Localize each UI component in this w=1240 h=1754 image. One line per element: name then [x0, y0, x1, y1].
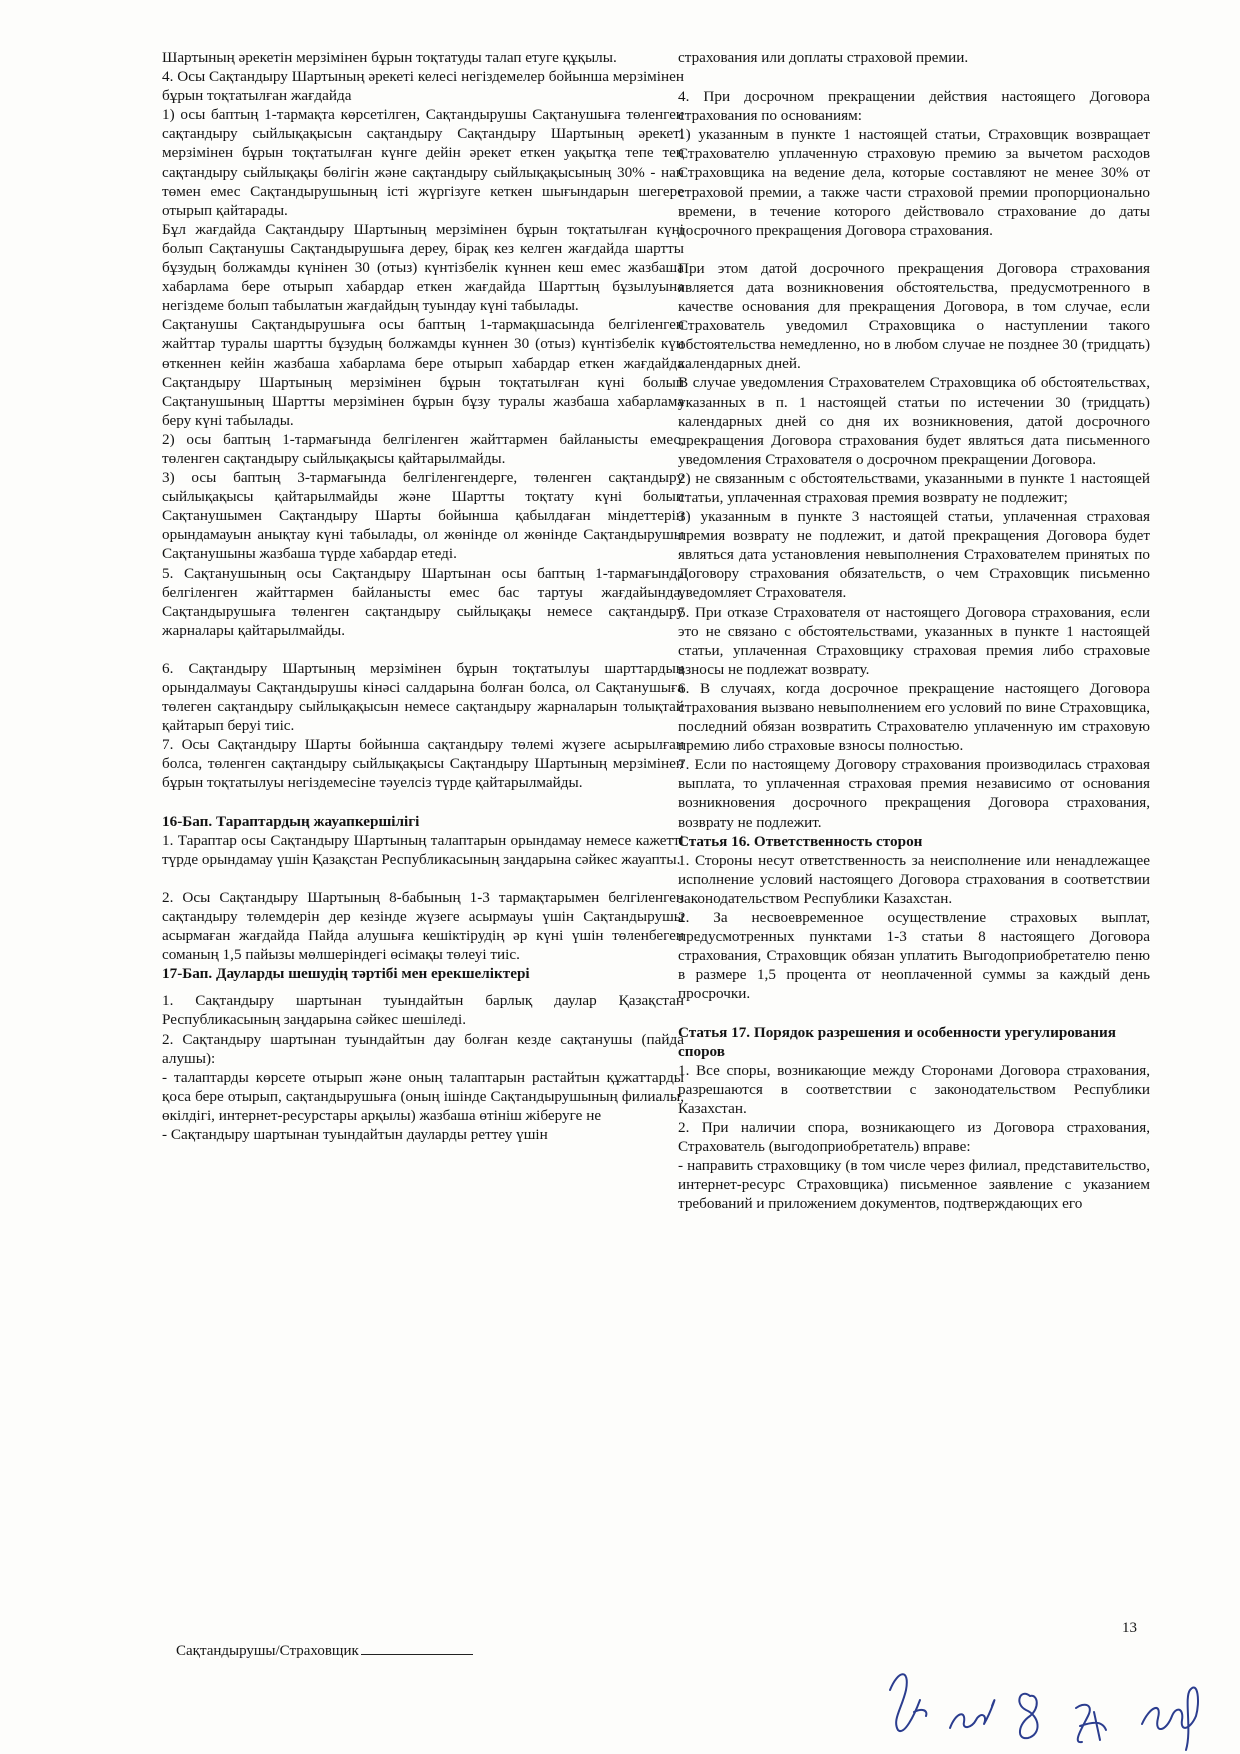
paragraph: 2. Осы Сақтандыру Шартының 8-бабының 1-3 тармақтарымен белгіленген сақтандыру төлемдерін дер кезінде жүзеге асырмауы үшін Сақтандырушы асырмаған жағдайда Пайда алушыға кешіктірудің әр күні үшін төленбеген соманың 1,5 пайызы мөлшеріндегі өсімақы төлеуі тиіс. — [162, 888, 684, 964]
paragraph: 1) указанным в пункте 1 настоящей статьи, Страховщик возвращает Страхователю уплаченную страховую премию за вычетом расходов Страховщика на ведение дела, которые составляют не менее 30% от страховой премии, а также части страховой премии пропорционально времени, в течение которого действовало страхование до даты досрочного прекращения Договора страхования. — [678, 126, 1150, 239]
paragraph: 4. При досрочном прекращении действия настоящего Договора страхования по основаниям: — [678, 88, 1150, 125]
paragraph: 1) осы баптың 1-тармақта көрсетілген, Сақтандырушы Сақтанушыға төленген сақтандыру сыйлықақысын сақтандыру Сақтандыру Шартының әрекеті мерзімінен бұрын тоқтатылған күнге дейін әрекет еткен уақытқа тепе тең сақтандыру сыйлықақы бөлігін және сақтандыру сыйлықақысының 30% - нан төмен емес Сақтандырушының істі жүргізуге кеткен шығындарын шегере отырып қайтарады. — [162, 106, 684, 219]
signature-stroke — [890, 1674, 926, 1731]
spacer — [162, 640, 684, 659]
section-heading-17: Статья 17. Порядок разрешения и особенности урегулирования споров — [678, 1023, 1116, 1060]
signature-line — [361, 1642, 473, 1655]
spacer — [678, 240, 1150, 259]
paragraph: 2. За несвоевременное осуществление страховых выплат, предусмотренных пунктами 1-3 статьи 8 настоящего Договора страхования, Страховщик обязан уплатить Выгодоприобретателю пеню в размере 1,5 процента от неоплаченной суммы за каждый день просрочки. — [678, 909, 1150, 1003]
handwritten-signatures-icon — [880, 1650, 1240, 1754]
spacer — [678, 67, 1150, 87]
paragraph: 2) осы баптың 1-тармағында белгіленген жайттармен байланысты емес, төленген сақтандыру сыйлықақысы қайтарылмайды. — [162, 430, 684, 467]
paragraph: - талаптарды көрсете отырып және оның талаптарын растайтын құжаттарды қоса бере отырып, сақтандырушыға (оның ішінде Сақтандырушының филиалы, өкілдігі, интернет-ресурстары арқылы) жазбаша өтініш жіберуге не — [162, 1068, 684, 1124]
paragraph: 5. При отказе Страхователя от настоящего Договора страхования, если это не связано с обстоятельствами, указанных в пункте 1 настоящей статьи, уплаченная Страховщику страховая премия либо страховые взносы не подлежат возврату. — [678, 603, 1150, 678]
section-heading-16: Статья 16. Ответственность сторон — [678, 832, 923, 850]
paragraph: 3) осы баптың 3-тармағында белгіленгендерге, төленген сақтандыру сыйлықақысы қайтарылмайды және Шартты тоқтату күні болып Сақтанушымен Сақтандыру Шарты бойынша қабылдаған міндеттерін орындамауын анықтау күні табылады, ол жөнінде ол жөнінде Сақтандырушы Сақтанушыны жазбаша түрде хабардар етеді. — [162, 469, 684, 563]
paragraph: - Сақтандыру шартынан туындайтын дауларды реттеу үшін — [162, 1125, 548, 1143]
paragraph: 3) указанным в пункте 3 настоящей статьи, уплаченная страховая премия возврату не подлежит, и датой прекращения Договора будет являться дата установления невыполнения Страхователем принятых по Договору страхования обязательств, о чем Страховщик письменно уведомляет Страхователя. — [678, 508, 1150, 602]
section-heading-16: 16-Бап. Тараптардың жауапкершілігі — [162, 812, 420, 830]
paragraph: При этом датой досрочного прекращения Договора страхования является дата возникновения обстоятельства, предусмотренного в качестве основания для прекращения Договора, в том случае, если Страхователь уведомил Страховщика о наступлении такого обстоятельства немедленно, но в любом случае не позднее 30 (тридцать) календарных дней. — [678, 259, 1150, 373]
paragraph: Бұл жағдайда Сақтандыру Шартының мерзімінен бұрын тоқтатылған күні болып Сақтанушы Сақтандырушыға дереу, бірақ кез келген жағдайда шартты бұзудың болжамды күнінен 30 (отыз) күнтізбелік күннен кеш емес жазбаша хабарлама бере отырып хабардар еткен жағдайда Шарттың бұзылуына негіздеме болып табылатын жағдайдың туындау күні табылады. — [162, 220, 684, 315]
paragraph: 1. Сақтандыру шартынан туындайтын барлық даулар Қазақстан Республикасының заңдарына сәйкес шешіледі. — [162, 992, 684, 1029]
paragraph: страхования или доплаты страховой премии. — [678, 49, 969, 66]
spacer — [162, 983, 684, 991]
paragraph: - направить страховщику (в том числе через филиал, представительство, интернет-ресурс Страховщика) письменное заявление с указанием требований и приложением документов, подтверждающих его — [678, 1157, 1150, 1213]
signature-label: Сақтандырушы/Страховщик — [176, 1643, 359, 1659]
paragraph: 5. Сақтанушының осы Сақтандыру Шартынан осы баптың 1-тармағында белгіленген жайттармен байланысты емес бас тартуы жағдайында, Сақтандырушыға төленген сақтандыру сыйлықақы немесе сақтандыру жарналары қайтарылмайды. — [162, 564, 684, 639]
paragraph: 2. Сақтандыру шартынан туындайтын дау болған кезде сақтанушы (пайда алушы): — [162, 1030, 684, 1067]
paragraph: В случае уведомления Страхователем Страховщика об обстоятельствах, указанных в п. 1 настоящей статьи по истечении 30 (тридцать) календарных дней со дня их возникновения, датой досрочного прекращения Договора страхования будет являться дата письменного уведомления Страхователя о досрочном прекращении Договора. — [678, 374, 1150, 468]
paragraph: 1. Стороны несут ответственность за неисполнение или ненадлежащее исполнение условий настоящего Договора страхования в соответствии законодательством Республики Казахстан. — [678, 851, 1150, 907]
signature-stroke — [1019, 1694, 1037, 1738]
paragraph: 2) не связанным с обстоятельствами, указанными в пункте 1 настоящей статьи, уплаченная страховая премия возврату не подлежит; — [678, 469, 1150, 506]
signature-field — [176, 1642, 473, 1660]
paragraph: Сақтанушы Сақтандырушыға осы баптың 1-тармақшасында белгіленген жайттар туралы шартты бұзудың болжамды күннен 30 (отыз) күнтізбелік күн өткеннен кейін жазбаша хабарлама бере отырып хабардар еткен жағдайда Сақтандыру Шартының мерзімінен бұрын тоқтатылған күні болып Сақтанушының Шартты мерзімінен бұрын бұзу туралы жазбаша хабарлама беру күні табылады. — [162, 316, 684, 429]
russian-column — [678, 48, 1150, 1213]
paragraph: 2. При наличии спора, возникающего из Договора страхования, Страхователь (выгодоприобретатель) вправе: — [678, 1118, 1150, 1156]
spacer — [162, 793, 684, 812]
paragraph: 7. Осы Сақтандыру Шарты бойынша сақтандыру төлемі жүзеге асырылған болса, төленген сақтандыру сыйлықақысы Сақтандыру Шартының мерзімінен бұрын тоқтатылуы негіздемесіне тәуелсіз түрде қайтарылмайды. — [162, 736, 684, 792]
paragraph: 6. Сақтандыру Шартының мерзімінен бұрын тоқтатылуы шарттардың орындалмауы Сақтандырушы кінәсі салдарына болған болса, ол Сақтанушыға төлеген сақтандыру сыйлықақысын немесе сақтандыру жарналарын толықтай қайтарып беруі тиіс. — [162, 659, 684, 735]
signature-stroke — [950, 1700, 994, 1728]
spacer — [162, 869, 684, 888]
paragraph: 4. Осы Сақтандыру Шартының әрекеті келесі негіздемелер бойынша мерзімінен бұрын тоқтатылған жағдайда — [162, 68, 684, 105]
page-number: 13 — [1122, 1620, 1137, 1636]
section-heading-17: 17-Бап. Дауларды шешудің тәртібі мен ерекшеліктері — [162, 965, 530, 983]
paragraph: 1. Тараптар осы Сақтандыру Шартының талаптарын орындамау немесе кажетті түрде орындамау үшін Қазақстан Республикасының заңдарына сәйкес жауапты. — [162, 831, 684, 868]
kazakh-column — [162, 48, 684, 1144]
paragraph: 6. В случаях, когда досрочное прекращение настоящего Договора страхования вызвано невыполнением его условий по вине Страховщика, последний обязан возвратить Страхователю уплаченную им страховую премию либо страховые взносы полностью. — [678, 679, 1150, 755]
signature-stroke — [1076, 1705, 1106, 1742]
spacer — [678, 1004, 1150, 1023]
paragraph: 7. Если по настоящему Договору страхования производилась страховая выплата, то уплаченная страховая премия независимо от основания возникновения досрочного прекращения Договора страхования, возврату не подлежит. — [678, 756, 1150, 831]
paragraph: 1. Все споры, возникающие между Сторонами Договора страхования, разрешаются в соответствии с законодательством Республики Казахстан. — [678, 1061, 1150, 1117]
signature-stroke — [1142, 1687, 1198, 1750]
paragraph: Шартының әрекетін мерзімінен бұрын тоқтатуды талап етуге құқылы. — [162, 49, 617, 66]
